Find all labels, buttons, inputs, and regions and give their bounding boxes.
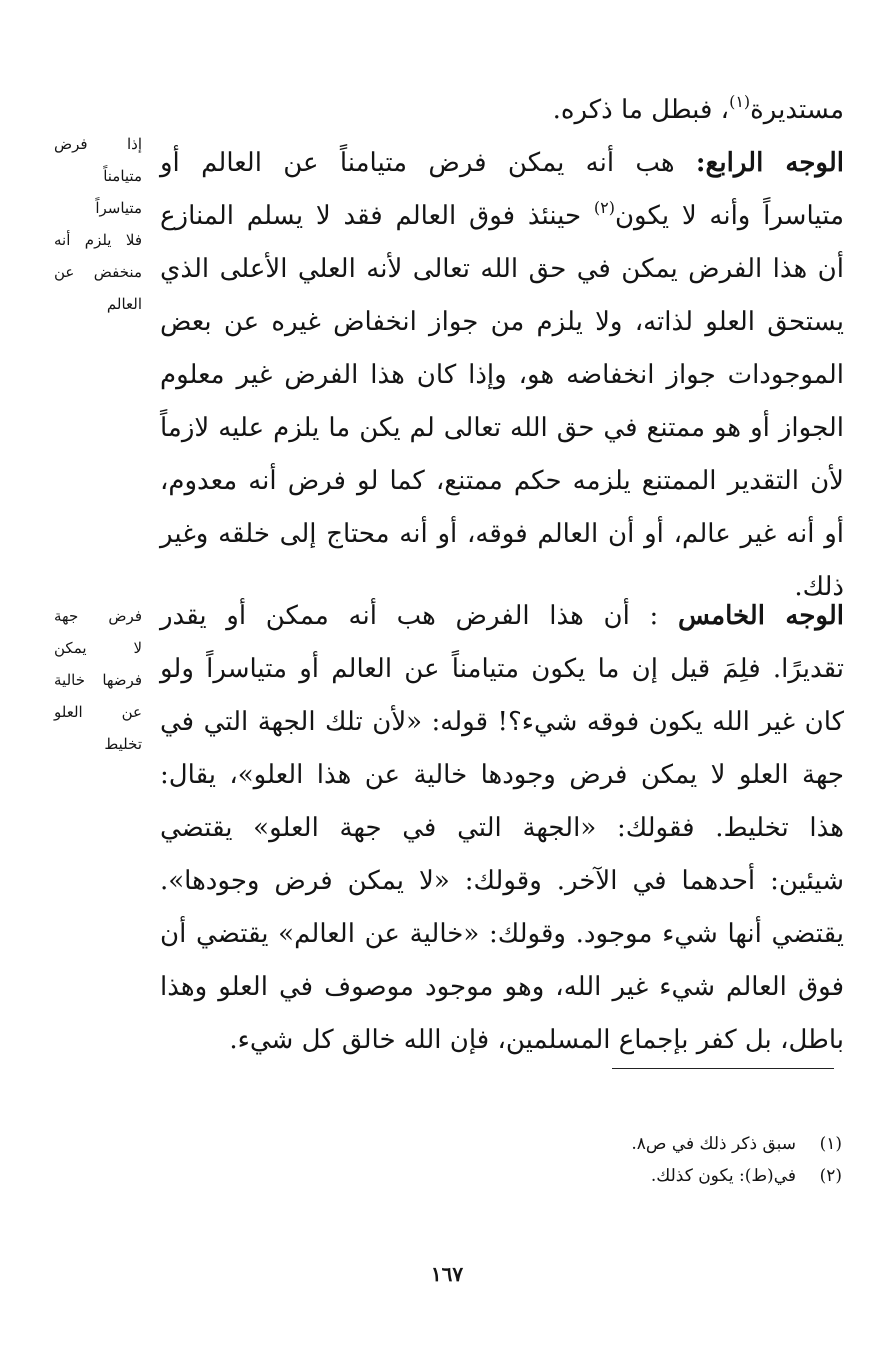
footnote-item bbox=[631, 1128, 842, 1160]
margin-note-2 bbox=[54, 600, 142, 760]
section-heading: الوجه الخامس bbox=[678, 601, 844, 631]
footnotes bbox=[631, 1128, 842, 1192]
text-line: مستديرة$^{(١)}$، فبطل ما ذكره. bbox=[552, 92, 844, 125]
footnote-item bbox=[631, 1160, 842, 1192]
footnote-marker: (١) bbox=[729, 92, 751, 111]
margin-note-line: العالم bbox=[106, 295, 142, 313]
text-line: تقديرًا. فلِمَ قيل إن ما يكون متيامناً عن العالم أو متياسراً ولو bbox=[160, 654, 844, 684]
text-line: جهة العلو لا يمكن فرض وجودها خالية عن هذا العلو»، يقال: bbox=[160, 760, 844, 790]
margin-note-1 bbox=[54, 128, 142, 320]
text-line: كان غير الله يكون فوقه شيء؟! قوله: «لأن تلك الجهة التي في bbox=[160, 707, 844, 737]
footnote-text: في(ط): يكون كذلك. bbox=[650, 1166, 796, 1186]
text-line: لأن التقدير الممتنع يلزمه حكم ممتنع، كما لو فرض أنه معدوم، bbox=[160, 466, 844, 496]
margin-note-line: لا يمكن bbox=[54, 639, 142, 657]
text-line: الوجه الرابع: هب أنه يمكن فرض متيامناً عن العالم أو bbox=[160, 148, 844, 178]
margin-note-line: متياسراً bbox=[95, 199, 142, 217]
text-line: أن هذا الفرض يمكن في حق الله تعالى لأنه العلي الأعلى الذي bbox=[160, 254, 844, 284]
margin-note-line: فرضها خالية bbox=[54, 671, 142, 689]
margin-note-line: فلا يلزم أنه bbox=[54, 231, 142, 249]
text-line: الموجودات جواز انخفاضه هو، وإذا كان هذا الفرض غير معلوم bbox=[160, 360, 844, 390]
margin-note-line: تخليط bbox=[104, 735, 142, 753]
margin-note-line: إذا فرض bbox=[54, 135, 142, 153]
margin-note-line: عن العلو bbox=[54, 703, 142, 721]
margin-note-line: منخفض عن bbox=[54, 263, 142, 281]
footnote-number: (٢) bbox=[819, 1166, 842, 1186]
footnote-text: سبق ذكر ذلك في ص٨. bbox=[631, 1134, 796, 1154]
footnote-number: (١) bbox=[819, 1134, 842, 1154]
text-line: متياسراً وأنه لا يكون$^{(٢)}$ حينئذ فوق العالم فقد لا يسلم المنازع bbox=[160, 198, 845, 231]
footnote-separator bbox=[612, 1068, 834, 1069]
text-line: هذا تخليط. فقولك: «الجهة التي في جهة العلو» يقتضي bbox=[160, 813, 844, 843]
text-line: شيئين: أحدهما في الآخر. وقولك: «لا يمكن فرض وجودها». bbox=[160, 866, 844, 896]
text-line: الجواز أو هو ممتنع في حق الله تعالى لم يكن ما يلزم عليه لازماً bbox=[160, 413, 844, 443]
text-line: فوق العالم شيء غير الله، وهو موجود موصوف في العلو وهذا bbox=[160, 972, 844, 1002]
margin-note-line: متيامناً bbox=[103, 167, 142, 185]
page-number: ١٦٧ bbox=[430, 1262, 464, 1286]
main-text-block-2 bbox=[160, 590, 844, 1067]
text-line: باطل، بل كفر بإجماع المسلمين، فإن الله خالق كل شيء. bbox=[229, 1025, 844, 1055]
text-line: يقتضي أنها شيء موجود. وقولك: «خالية عن العالم» يقتضي أن bbox=[160, 919, 844, 949]
text-line: ذلك. bbox=[794, 572, 844, 602]
main-text-block-1 bbox=[160, 84, 844, 614]
text-line: يستحق العلو لذاته، ولا يلزم من جواز انخفاض غيره عن بعض bbox=[160, 307, 844, 337]
text-line: الوجه الخامس : أن هذا الفرض هب أنه ممكن أو يقدر bbox=[160, 601, 844, 631]
margin-note-line: فرض جهة bbox=[54, 607, 142, 625]
footnote-marker: (٢) bbox=[593, 198, 615, 217]
section-heading: الوجه الرابع: bbox=[695, 148, 844, 178]
text-line: أو أنه غير عالم، أو أن العالم فوقه، أو أنه محتاج إلى خلقه وغير bbox=[160, 519, 844, 549]
